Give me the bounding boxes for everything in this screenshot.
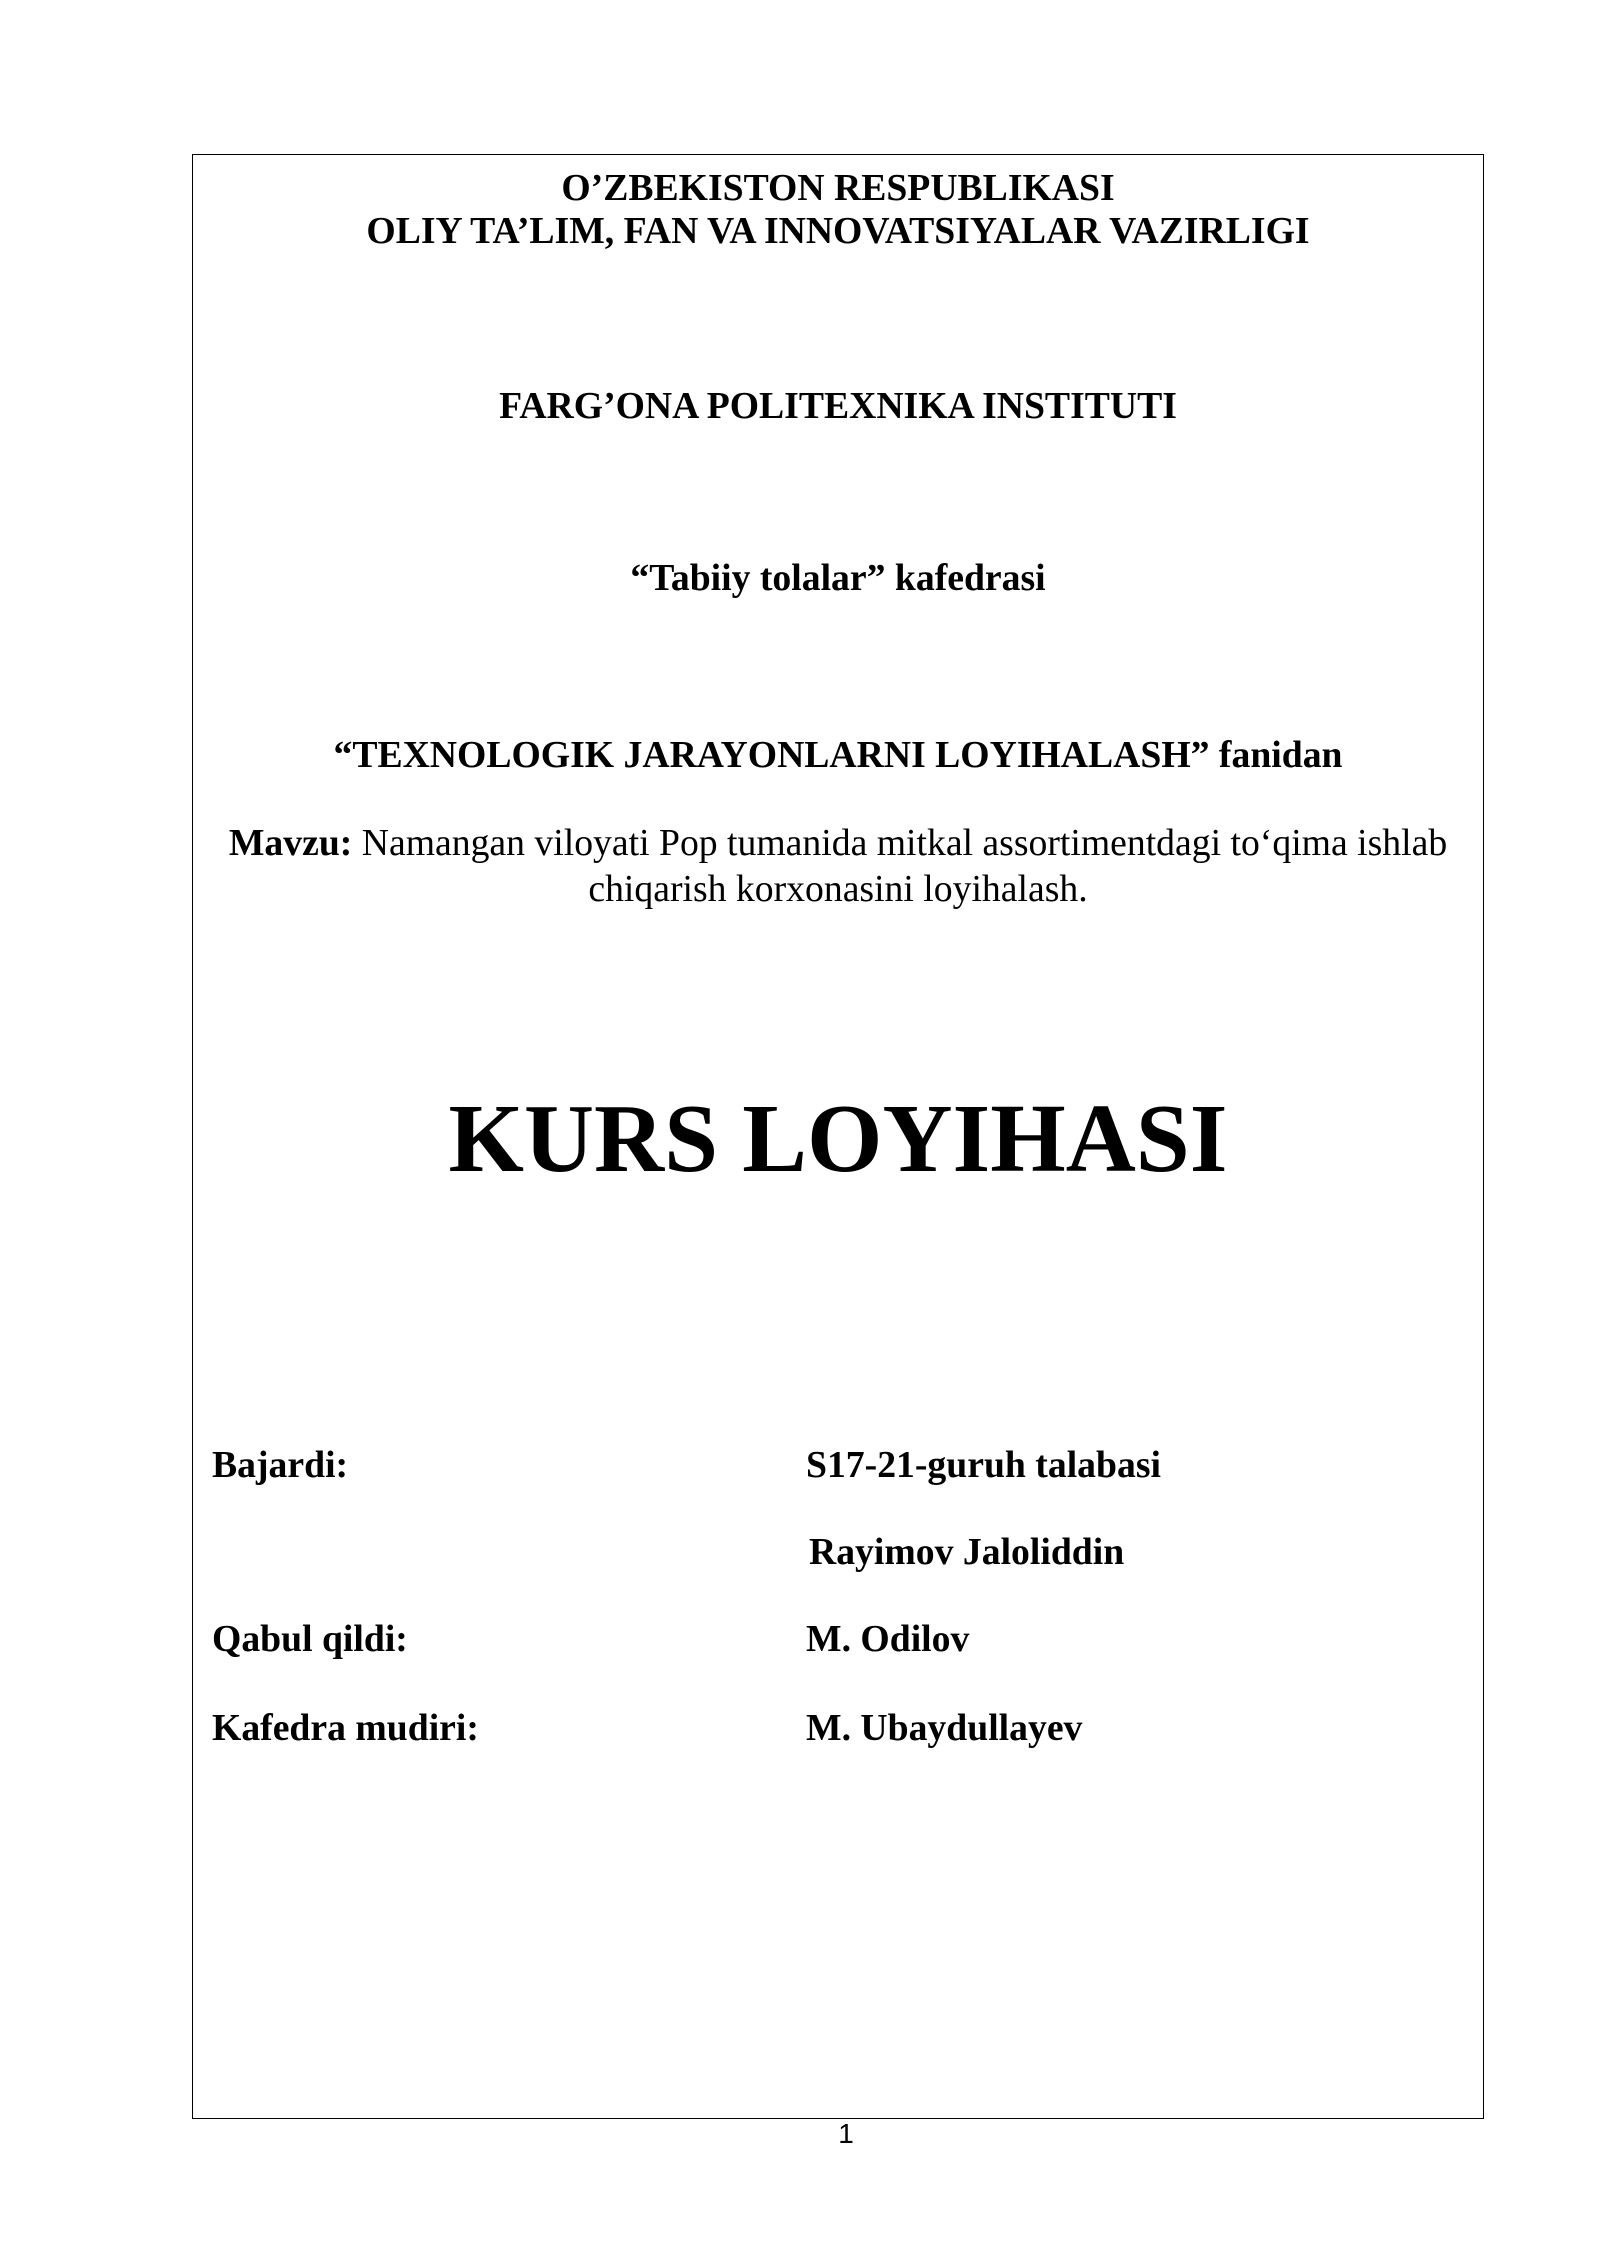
page-number: 1 xyxy=(838,2118,854,2149)
signature-label-accepted-by: Qabul qildi: xyxy=(212,1618,408,1660)
signature-label-department-head: Kafedra mudiri: xyxy=(212,1707,479,1749)
topic-paragraph xyxy=(212,820,1464,912)
signature-value-student-name: Rayimov Jaloliddin xyxy=(809,1531,1125,1573)
signature-label-performed-by: Bajardi: xyxy=(212,1444,349,1486)
institute-name: FARG’ONA POLITEXNIKA INSTITUTI xyxy=(499,385,1177,427)
country-heading: O’ZBEKISTON RESPUBLIKASI xyxy=(561,167,1115,209)
topic-text: Namangan viloyati Pop tumanida mitkal assortimentdagi to‘qima ishlab chiqarish korxonasini loyihalash. xyxy=(361,822,1448,910)
document-title: KURS LOYIHASI xyxy=(448,1085,1228,1192)
signature-value-supervisor: M. Odilov xyxy=(806,1618,970,1660)
ministry-heading: OLIY TA’LIM, FAN VA INNOVATSIYALAR VAZIRLIGI xyxy=(366,210,1310,252)
signature-value-student-group: S17-21-guruh talabasi xyxy=(806,1444,1161,1486)
department-name: “Tabiiy tolalar” kafedrasi xyxy=(630,557,1046,599)
subject-line: “TEXNOLOGIK JARAYONLARNI LOYIHALASH” fanidan xyxy=(333,734,1343,776)
topic-label: Mavzu: xyxy=(228,822,353,864)
signature-value-department-head: M. Ubaydullayev xyxy=(806,1707,1083,1749)
